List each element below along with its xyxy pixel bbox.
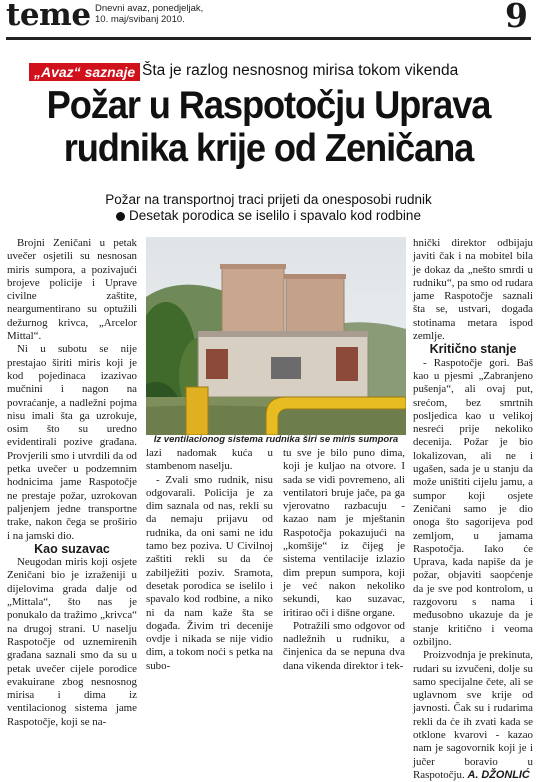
article-column-4 <box>413 237 533 782</box>
paragraph: - Zvali smo rudnik, nisu odgovarali. Policija je za dim saznala od nas, rekli su da nemaju prijavu od rudnika, da oni sami ne idu tamo bez poziva. U Civilnoj zaštiti rekli su da će zabilježiti poziv. Sramota, desetak porodica se iselilo i spavalo kod rodbine, a niko ni da nam kaže šta se događa. Živim tri decenije ovdje i nikada se nije vidio dim, a tokom noći s petka na subo- <box>146 473 273 672</box>
headline-line-1: Požar u Raspotočju Uprava <box>46 84 491 127</box>
subheading: Kao suzavac <box>34 541 110 556</box>
bullet-icon <box>116 212 125 221</box>
paragraph: hnički direktor odbijaju javiti čak i na mobitel bila je dokaz da „nešto smrdi u rudniku“, pa smo od rudara jame Raspotočje saznali šta se, ustvari, događa stotinama metara ispod zemlje. <box>413 237 533 343</box>
paragraph: - Raspotočje gori. Baš kao u pjesmi „Zabranjeno pušenja“, ali ovaj put, srećom, bez smrtnih posljedica kao u velikoj nesreći prije nekoliko decenija. Požar je bio lokalizovan, ali ne i ugašen, sada je u stanju da može uništiti cijelu jamu, a sumpor koji osjete Zeničani samo je dio onoga što sagorijeva pod zemljom, u jamama Raspotočja. Iako će Uprava, kada napiše da je požar, objaviti saopćenje da je sve pod kontrolom, u razgovoru s nama i međusobno ukazuje da je stanje kritično i veoma ozbiljno. <box>413 356 533 648</box>
article-column-3 <box>283 447 405 673</box>
subheading: Kritično stanje <box>429 342 517 357</box>
kicker-badge: „Avaz“ saznaje <box>29 63 140 81</box>
page-number: 9 <box>505 0 528 35</box>
article-column-2 <box>146 447 273 673</box>
kicker-text: Šta je razlog nesnosnog mirisa tokom vikenda <box>142 62 459 79</box>
dateline-date: 10. maj/svibanj 2010. <box>95 14 185 25</box>
deck-line-2 <box>0 208 537 223</box>
deck-line-1: Požar na transportnoj traci prijeti da onesposobi rudnik <box>105 192 432 207</box>
paragraph: Potražili smo odgovor od nadležnih u rudniku, a činjenica da se nepuna dva dana vikenda direktor i tek- <box>283 619 405 672</box>
paragraph <box>413 649 533 782</box>
dateline <box>95 3 203 25</box>
deck-line-2-text: Desetak porodica se iselilo i spavalo kod rodbine <box>129 208 421 223</box>
article-column-1 <box>7 237 137 729</box>
paragraph: Brojni Zeničani u petak uvečer osjetili su nesnosan miris sumpora, a pozivajući brojeve policije i Uprave civilne zaštite, neargumentirano su optužili dežurnog krivca, „Arcelor Mittal“. <box>7 237 137 343</box>
paragraph: lazi nadomak kuća u stambenom naselju. <box>146 447 273 473</box>
author-signature: A. DŽONLIĆ <box>467 768 530 781</box>
headline-line-2: rudnika krije od Zeničana <box>63 127 474 170</box>
dateline-day: Dnevni avaz, ponedjeljak, <box>95 3 204 14</box>
paragraph: Ni u subotu se nije prestajao širiti miris koji je kod pojedinaca izazivao mučnini i nagon na povraćanje, a nadležni pojma nisu imali šta ga uzrokuje, osim što su uredno evidentirali pozive građana. Provjerili smo i utvrdili da od petka uvečer u podzemnim hodnicima jame Raspotočje ne prestaje požar, uzrokovan paljenjem jedne transportne trake, nakon čega se proširio i na jamski dio. <box>7 343 137 542</box>
photo-caption: Iz ventilacionog sistema rudnika širi se miris sumpora <box>153 434 399 445</box>
paragraph-text: Proizvodnja je prekinuta, rudari su izvučeni, dolje su samo specijalne čete, ali se uglavnom sve krije od javnosti. Čak su i rudarima rekli da će ih zvati kada se otklone kvarovi - kazao nam je sagovornik koji je i jučer boravio u Raspotočju. <box>413 649 533 781</box>
article-photo <box>146 237 406 435</box>
section-title: teme <box>6 0 91 33</box>
mine-ventilation-photo <box>146 237 406 435</box>
header-rule <box>6 37 531 40</box>
paragraph: tu sve je bilo puno dima, koji je kuljao na otvore. I sada se vidi povremeno, ali ventilatori bruje jače, pa ga vjerovatno razbacuju - kazao nam je mještanin Raspotočja pokazujući na „komšije“ iz čijeg je sistema ventilacije izlazio dim prepun sumpora, koji je već nakon nekoliko sekundi, kao suzavac, iritirao oči i dišne organe. <box>283 447 405 619</box>
paragraph: Neugodan miris koji osjete Zeničani bio je izraženiji u dijelovima grada daljе od „Mittala“, što nas je ponukalo da tražimo „krivca“ na drugoj strani. U naselju Raspotočje od uznemirenih građana saznali smo da su u petak uvečer cijele porodice evakuirane zbog nesnosnog mirisa i dima iz ventilacionog sistema jame Raspotočje, koji se na- <box>7 556 137 728</box>
